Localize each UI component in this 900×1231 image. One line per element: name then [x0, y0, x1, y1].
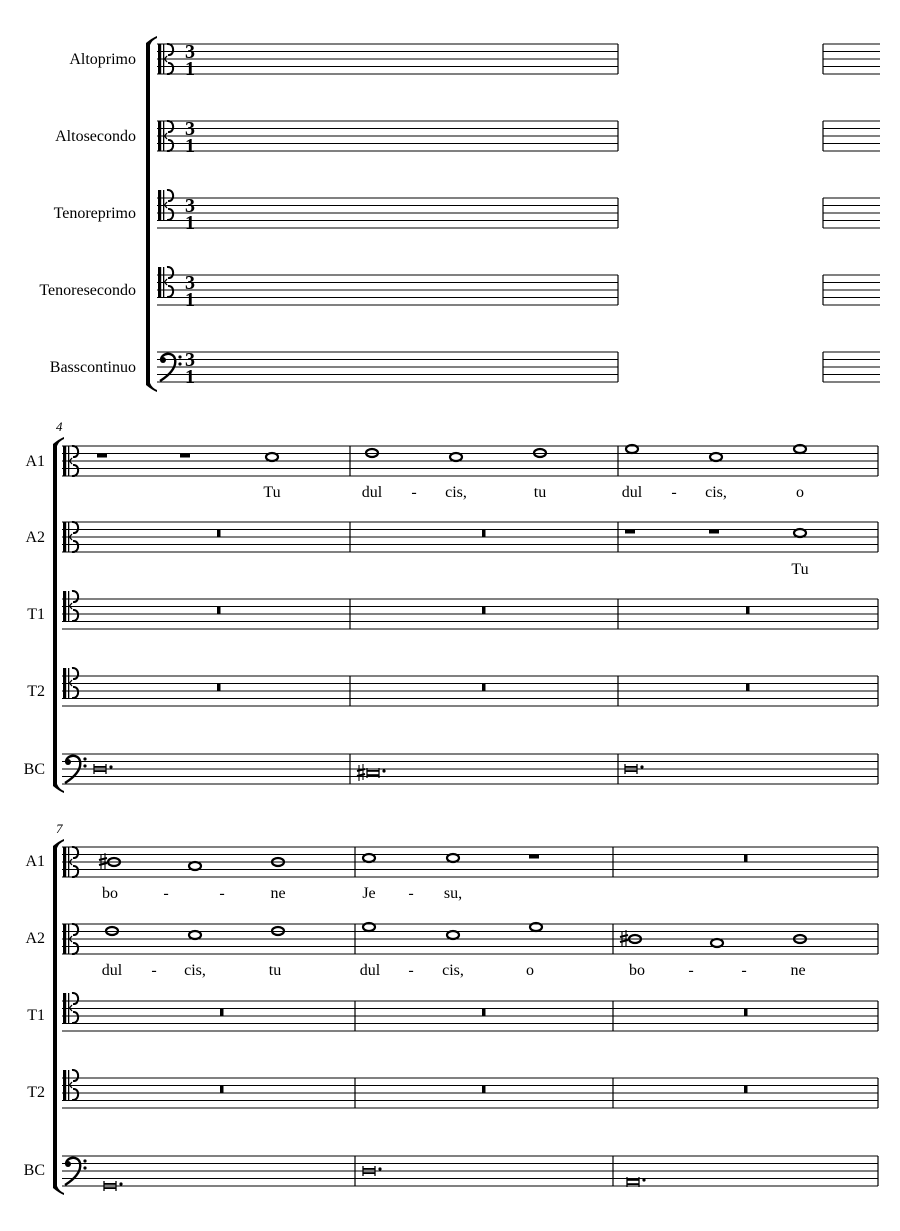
half-rest	[709, 530, 719, 534]
svg-text:dul: dul	[359, 962, 381, 979]
instrument-short-t1: T1	[27, 606, 45, 623]
bc-notes	[94, 764, 644, 781]
svg-text:1: 1	[185, 289, 195, 311]
whole-note	[363, 854, 375, 862]
whole-note	[710, 453, 722, 461]
a2-notes	[217, 529, 806, 538]
half-rest	[529, 855, 539, 859]
a2-notes	[106, 923, 806, 947]
breve-rest	[482, 530, 486, 538]
svg-text:cis,: cis,	[184, 962, 206, 979]
time-signature	[185, 41, 195, 388]
svg-text:Je: Je	[362, 885, 376, 902]
whole-note	[711, 939, 723, 947]
svg-text:-: -	[408, 962, 414, 979]
whole-note	[447, 854, 459, 862]
svg-text:ne: ne	[270, 885, 286, 902]
svg-text:dul: dul	[621, 484, 643, 501]
breve-rest	[217, 530, 221, 538]
svg-text:1: 1	[185, 135, 195, 157]
whole-note	[447, 931, 459, 939]
svg-text:bo: bo	[629, 962, 645, 979]
svg-text:tu: tu	[268, 962, 282, 979]
svg-text:Tu: Tu	[263, 484, 281, 501]
svg-text:dul: dul	[361, 484, 383, 501]
whole-note	[266, 453, 278, 461]
svg-text:1: 1	[185, 212, 195, 234]
system-bracket	[146, 36, 157, 392]
svg-text:o: o	[526, 962, 534, 979]
system-3	[24, 821, 878, 1195]
system-2	[24, 419, 878, 793]
measure-number: 7	[56, 821, 63, 836]
a1-lyrics	[102, 885, 462, 902]
system-1	[39, 36, 880, 392]
instrument-name-basscontinuo: Basscontinuo	[49, 359, 136, 376]
svg-text:-: -	[151, 962, 157, 979]
t2-rests	[217, 684, 750, 692]
staff-lines	[62, 847, 878, 1186]
svg-text:tu: tu	[533, 484, 547, 501]
instrument-short-bc: BC	[23, 761, 45, 778]
breve-rest	[744, 855, 748, 863]
svg-text:1: 1	[185, 58, 195, 80]
staff-lines	[157, 44, 880, 382]
a2-lyric: Tu	[791, 561, 809, 578]
svg-text:su,: su,	[443, 885, 463, 902]
half-rest	[180, 454, 190, 458]
instrument-short-t2: T2	[27, 683, 45, 700]
svg-text:3: 3	[185, 41, 195, 63]
whole-note	[189, 931, 201, 939]
svg-text:o: o	[796, 484, 804, 501]
t1-rests	[217, 607, 750, 615]
a2-lyrics	[102, 962, 806, 979]
svg-text:3: 3	[185, 349, 195, 371]
a1-lyrics	[263, 484, 804, 501]
system-bracket	[53, 839, 64, 1195]
svg-text:-: -	[219, 885, 225, 902]
svg-text:-: -	[408, 885, 414, 902]
half-rest	[625, 530, 635, 534]
svg-text:3: 3	[185, 118, 195, 140]
instrument-short-a2: A2	[25, 529, 45, 546]
instrument-name-tenoreprimo: Tenoreprimo	[53, 205, 136, 222]
barlines	[618, 44, 823, 382]
staff-lines	[62, 446, 878, 784]
instrument-short-t2: T2	[27, 1084, 45, 1101]
instrument-short-a2: A2	[25, 930, 45, 947]
t1-rests	[220, 1009, 748, 1017]
svg-text:cis,: cis,	[705, 484, 727, 501]
system-bracket	[53, 437, 64, 793]
svg-text:-: -	[688, 962, 694, 979]
instrument-short-a1: A1	[25, 453, 45, 470]
instrument-short-bc: BC	[23, 1162, 45, 1179]
whole-note	[450, 453, 462, 461]
measure-number: 4	[56, 419, 63, 434]
t2-rests	[220, 1086, 748, 1094]
instrument-name-altosecondo: Altosecondo	[55, 128, 136, 145]
svg-text:ne: ne	[790, 962, 806, 979]
instrument-short-t1: T1	[27, 1007, 45, 1024]
svg-text:-: -	[163, 885, 169, 902]
sharp-icon	[357, 764, 365, 781]
whole-note	[189, 862, 201, 870]
svg-text:-: -	[741, 962, 747, 979]
svg-text:-: -	[411, 484, 417, 501]
svg-text:1: 1	[185, 366, 195, 388]
instrument-name-altoprimo: Altoprimo	[69, 51, 136, 68]
svg-text:3: 3	[185, 272, 195, 294]
svg-text:dul: dul	[101, 962, 123, 979]
svg-text:cis,: cis,	[445, 484, 467, 501]
svg-text:bo: bo	[102, 885, 118, 902]
svg-text:3: 3	[185, 195, 195, 217]
instrument-short-a1: A1	[25, 853, 45, 870]
half-rest	[97, 454, 107, 458]
whole-note	[794, 529, 806, 537]
svg-text:cis,: cis,	[442, 962, 464, 979]
svg-text:-: -	[671, 484, 677, 501]
instrument-name-tenoresecondo: Tenoresecondo	[39, 282, 136, 299]
